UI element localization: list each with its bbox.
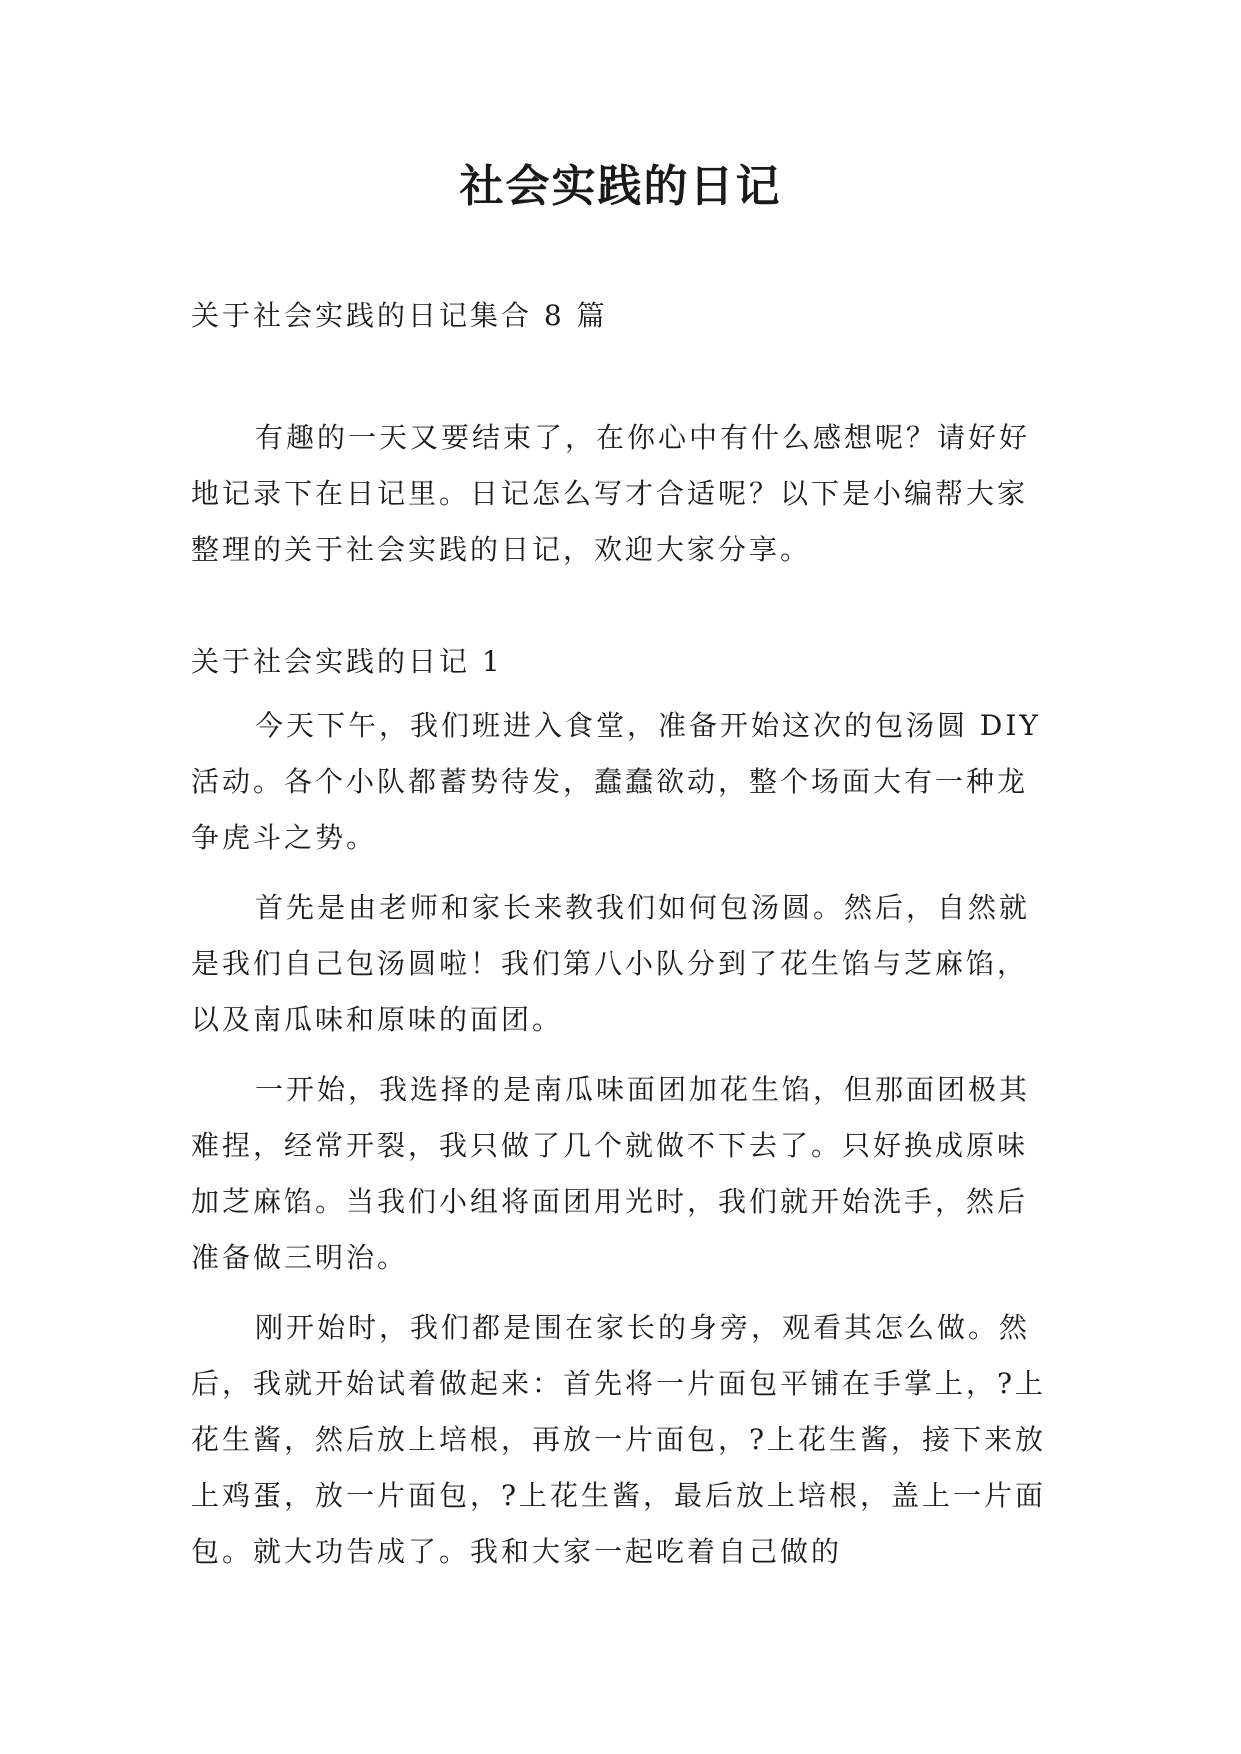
intro-paragraph: 有趣的一天又要结束了，在你心中有什么感想呢？请好好地记录下在日记里。日记怎么写才合适呢？以下是小编帮大家整理的关于社会实践的日记，欢迎大家分享。 [191,421,1031,566]
body-paragraph: 首先是由老师和家长来教我们如何包汤圆。然后，自然就是我们自己包汤圆啦！我们第八小队分到了花生馅与芝麻馅，以及南瓜味和原味的面团。 [191,891,1031,1036]
body-paragraph: 今天下午，我们班进入食堂，准备开始这次的包汤圆 DIY 活动。各个小队都蓄势待发，蠢蠢欲动，整个场面大有一种龙争虎斗之势。 [191,709,1041,854]
body-paragraph: 一开始，我选择的是南瓜味面团加花生馅，但那面团极其难捏，经常开裂，我只做了几个就做不下去了。只好换成原味加芝麻馅。当我们小组将面团用光时，我们就开始洗手，然后准备做三明治。 [191,1073,1031,1274]
document-subtitle: 关于社会实践的日记集合 8 篇 [191,299,608,332]
document-title: 社会实践的日记 [459,161,782,212]
section-heading: 关于社会实践的日记 1 [191,645,503,678]
body-paragraph: 刚开始时，我们都是围在家长的身旁，观看其怎么做。然后，我就开始试着做起来：首先将一片面包平铺在手掌上，?上花生酱，然后放上培根，再放一片面包，?上花生酱，接下来放上鸡蛋，放一片面包，?上花生酱，最后放上培根，盖上一片面包。就大功告成了。我和大家一起吃着自己做的 [191,1311,1047,1568]
